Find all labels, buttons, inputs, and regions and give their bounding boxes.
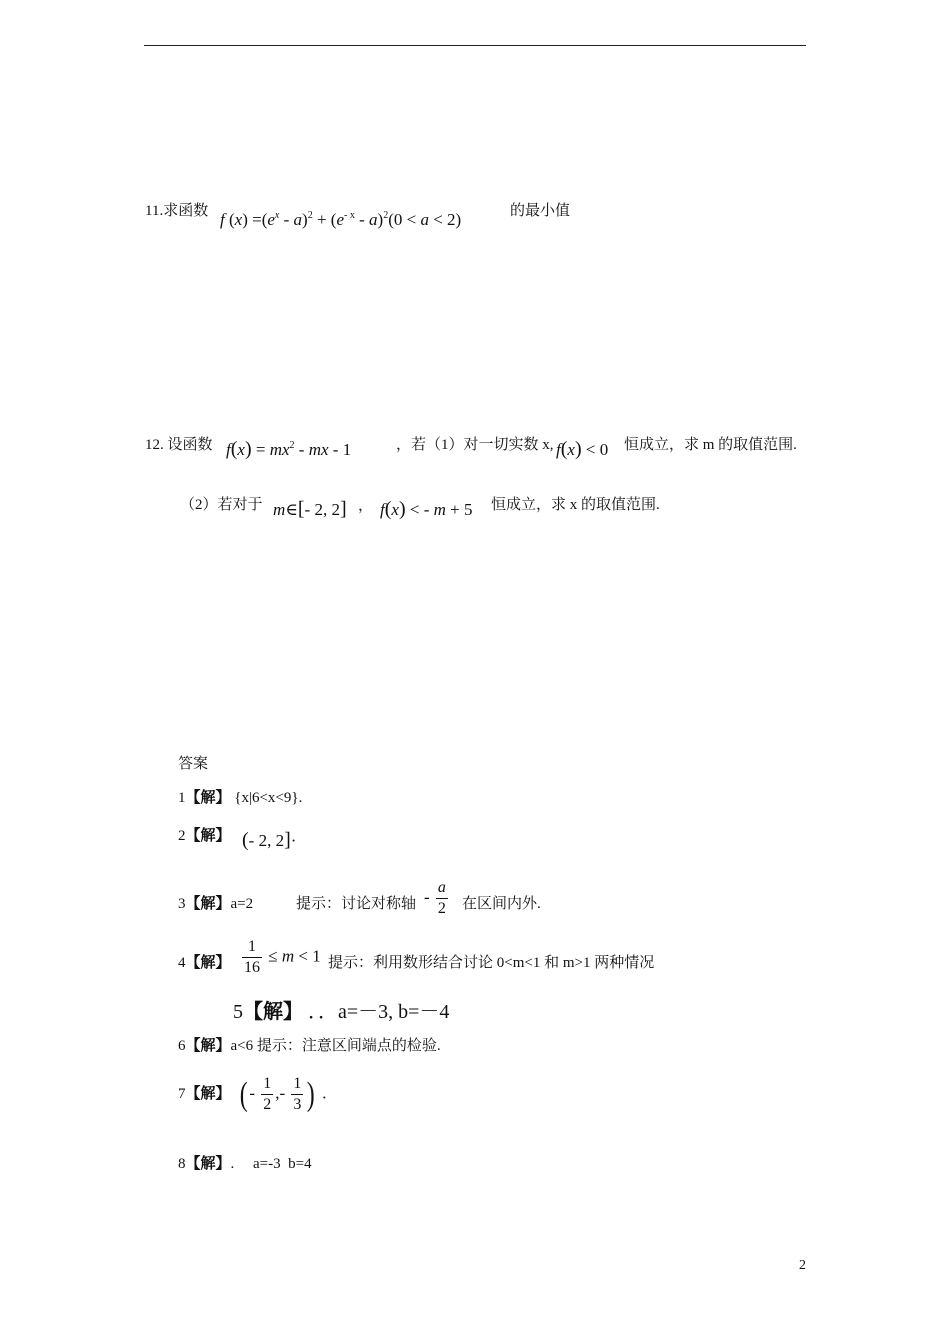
answer-5-text: ．．a=－3, b=－4 [308, 1001, 450, 1023]
q12-function-formula: $f(x) = mx^2$ - mx - 1 [226, 438, 352, 460]
q12-inequality-2: f(x) < - m + 5 [380, 498, 473, 520]
page-number: 2 [799, 1258, 806, 1273]
answer-7-tail: ． [322, 1086, 338, 1102]
answer-3-text: a=2 [230, 896, 254, 912]
answer-4-label: 【解】 [185, 955, 231, 971]
answer-2-label-line [178, 824, 231, 845]
header-rule [144, 45, 806, 46]
q12-part2-comma: ， [358, 498, 374, 514]
answer-4-inequality: $\frac{1}{16}$ ≤ m < 1 [244, 938, 321, 976]
answer-3-hint-suffix: 在区间内外. [462, 896, 541, 912]
answer-2-number: 2 [178, 828, 186, 844]
q11-suffix: 的最小值 [510, 203, 571, 219]
answer-5-label: 【解】 [243, 1001, 303, 1023]
answer-4-hint: 提示：利用数形结合讨论 0<m<1 和 m>1 两种情况 [328, 955, 655, 971]
answer-7-number: 7 [178, 1086, 186, 1102]
q12-mid2: 恒成立，求 m 的取值范围. [624, 437, 797, 453]
answer-6-number: 6 [178, 1038, 186, 1054]
answer-5-number: 5 [233, 1001, 243, 1023]
answer-7-label: 【解】 [185, 1086, 231, 1102]
answer-8-number: 8 [178, 1156, 186, 1172]
q12-part2-suffix: 恒成立，求 x 的取值范围. [491, 497, 660, 513]
answer-6-label: 【解】 [185, 1038, 231, 1054]
answer-8-text: . a=-3 b=4 [230, 1156, 312, 1172]
q11-formula: f $(x) =(e^x - a)^2 + (e^{- x} - a)^2(0 < a < 2)$ [220, 210, 462, 229]
answer-6-text: a<6 提示：注意区间端点的检验. [230, 1038, 441, 1054]
answer-7-label-line [178, 1082, 231, 1103]
answer-3-axis-fraction: - $\frac{a}{2}$ [424, 879, 446, 917]
answer-3-hint: 提示：讨论对称轴 [296, 896, 417, 912]
answer-8-line [178, 1152, 312, 1173]
q11-prefix: 11.求函数 [145, 203, 209, 219]
q12-m-range: m∈[- 2, 2] [273, 498, 347, 520]
answer-3-line [178, 892, 253, 913]
answer-4-number: 4 [178, 955, 186, 971]
answer-1-number: 1 [178, 790, 186, 806]
answer-2-dot: · [290, 831, 297, 850]
q12-prefix: 12. 设函数 [145, 437, 213, 453]
answer-4-line [178, 951, 231, 972]
q12-part2-prefix: （2）若对于 [180, 497, 263, 513]
answer-7-interval: (- $\frac{1}{2}$ ,- $\frac{1}{3}$ ) [239, 1075, 316, 1113]
answers-title: 答案 [178, 756, 209, 772]
answer-6-line [178, 1034, 441, 1055]
answer-1 [178, 786, 302, 807]
answer-2-interval: (- 2, 2]· [242, 829, 297, 851]
q12-inequality-1: f(x) < 0 [556, 438, 609, 460]
answer-3-label: 【解】 [185, 896, 231, 912]
answer-3-number: 3 [178, 896, 186, 912]
answer-1-label: 【解】 [185, 790, 231, 806]
answer-2-label: 【解】 [185, 828, 231, 844]
answer-5-line [233, 995, 449, 1024]
answer-1-text: {x|6<x<9}. [234, 790, 303, 806]
answer-8-label: 【解】 [185, 1156, 231, 1172]
q12-mid1: ，若（1）对一切实数 x, [396, 437, 554, 453]
